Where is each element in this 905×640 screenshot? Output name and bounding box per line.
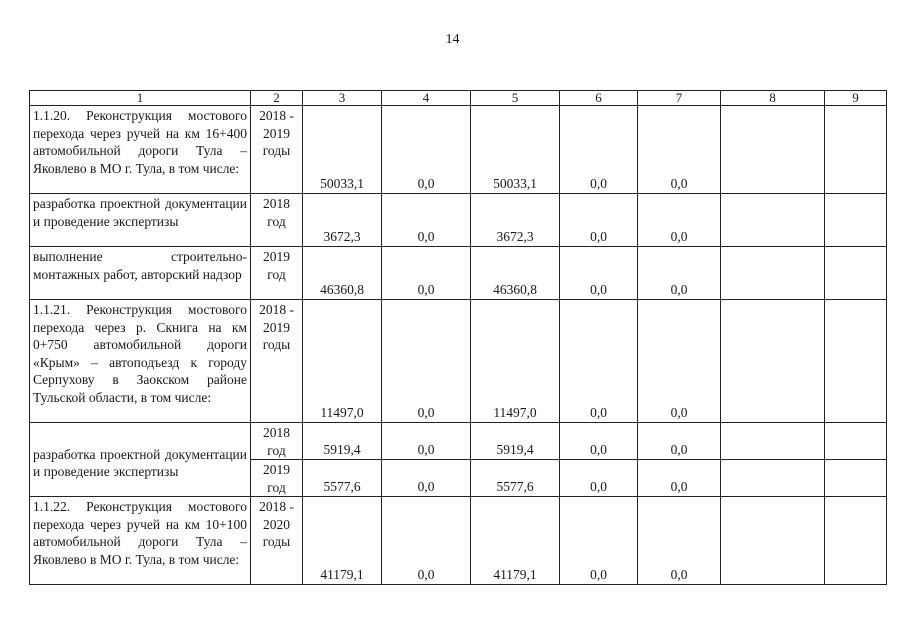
cell-value: 41179,1 [471,497,560,585]
cell-value: 0,0 [560,460,638,497]
item-period: 2018 - 2019 годы [251,300,303,423]
cell-value: 5919,4 [303,423,382,460]
cell-value: 3672,3 [471,194,560,247]
cell-value: 0,0 [560,247,638,300]
cell-empty [721,423,825,460]
cell-value: 0,0 [638,497,721,585]
table-row [30,423,887,460]
item-description: 1.1.21. Реконструкция мостового перехода через р. Скнига на км 0+750 автомобильной дороги «Крым» – автоподъезд к городу Серпухову в Заокском районе Тульской области, в том числе: [30,300,251,423]
item-description: 1.1.20. Реконструкция мостового перехода через ручей на км 16+400 автомобильной дороги Тула – Яковлево в МО г. Тула, в том числе: [30,106,251,194]
table-row [30,247,887,300]
cell-value: 41179,1 [303,497,382,585]
item-description: выполнение строительно-монтажных работ, авторский надзор [30,247,251,300]
cell-empty [721,194,825,247]
cell-value: 0,0 [638,106,721,194]
cell-empty [825,423,887,460]
cell-value: 0,0 [638,423,721,460]
item-period: 2018 - 2020 годы [251,497,303,585]
cell-value: 50033,1 [303,106,382,194]
cell-empty [825,106,887,194]
table-row [30,106,887,194]
cell-value: 0,0 [382,106,471,194]
cell-value: 0,0 [382,423,471,460]
item-period: 2018 год [251,194,303,247]
cell-value: 0,0 [560,106,638,194]
table-header-row [30,91,887,106]
column-header-9: 9 [825,91,887,106]
cell-empty [721,247,825,300]
column-header-2: 2 [251,91,303,106]
cell-value: 0,0 [382,194,471,247]
item-period: 2019 год [251,247,303,300]
cell-value: 5577,6 [303,460,382,497]
cell-value: 46360,8 [471,247,560,300]
cell-empty [825,194,887,247]
cell-value: 0,0 [638,460,721,497]
cell-value: 0,0 [560,423,638,460]
column-header-7: 7 [638,91,721,106]
column-header-3: 3 [303,91,382,106]
table-row [30,194,887,247]
cell-value: 11497,0 [471,300,560,423]
budget-table [29,90,887,585]
cell-value: 0,0 [382,460,471,497]
page-number: 14 [445,32,460,47]
cell-value: 5577,6 [471,460,560,497]
column-header-5: 5 [471,91,560,106]
cell-value: 0,0 [638,300,721,423]
column-header-4: 4 [382,91,471,106]
column-header-6: 6 [560,91,638,106]
cell-value: 0,0 [560,497,638,585]
item-description: 1.1.22. Реконструкция мостового перехода через ручей на км 10+100 автомобильной дороги Тула – Яковлево в МО г. Тула, в том числе: [30,497,251,585]
cell-empty [825,460,887,497]
column-header-1: 1 [30,91,251,106]
cell-value: 0,0 [638,247,721,300]
item-period: 2019 год [251,460,303,497]
item-period: 2018 год [251,423,303,460]
cell-value: 5919,4 [471,423,560,460]
cell-value: 0,0 [560,194,638,247]
cell-value: 0,0 [560,300,638,423]
item-period: 2018 - 2019 годы [251,106,303,194]
cell-empty [825,300,887,423]
cell-empty [721,460,825,497]
cell-value: 0,0 [382,497,471,585]
cell-empty [721,300,825,423]
table-row [30,497,887,585]
cell-empty [825,247,887,300]
item-description: разработка проектной документации и проведение экспертизы [30,194,251,247]
cell-value: 0,0 [638,194,721,247]
item-description: разработка проектной документации и проведение экспертизы [30,423,251,497]
cell-empty [721,106,825,194]
cell-value: 3672,3 [303,194,382,247]
cell-value: 11497,0 [303,300,382,423]
cell-value: 50033,1 [471,106,560,194]
column-header-8: 8 [721,91,825,106]
cell-value: 46360,8 [303,247,382,300]
table-row [30,300,887,423]
cell-empty [825,497,887,585]
cell-value: 0,0 [382,300,471,423]
cell-empty [721,497,825,585]
cell-value: 0,0 [382,247,471,300]
